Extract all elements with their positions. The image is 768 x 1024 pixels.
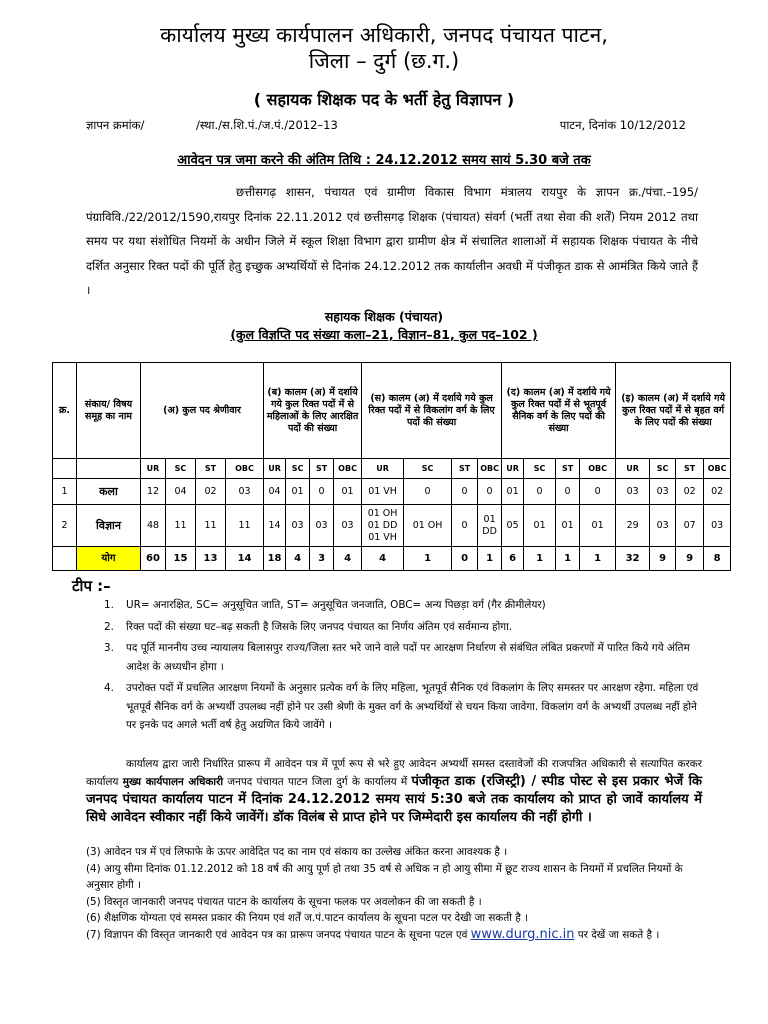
table-cell: 01 <box>502 479 524 505</box>
subheader-cell: ST <box>310 459 334 479</box>
table-cell: 01 <box>286 479 310 505</box>
table-cell: 60 <box>141 547 166 571</box>
header-col-d: (द) कालम (अ) में दर्शाये गये कुल रिक्त पदों में से भूतपूर्व सैनिक वर्ग के लिए पदों की संख्या <box>502 363 616 459</box>
table-cell: 1 <box>580 547 616 571</box>
subheader-cell: SC <box>524 459 556 479</box>
intro-text: छत्तीसगढ़ शासन, पंचायत एवं ग्रामीण विकास विभाग मंत्रालय रायपुर के ज्ञापन क्र./पंचा.–195/पंग्राविवि./22/2012/1590,रायपुर दिनांक 22.11.2012 एवं छत्तीसगढ़ शिक्षक (पंचायत) संवर्ग (भर्ती तथा सेवा की शर्तें) नियम 2012 तथा समय पर यथा संशोधित नियमों के अधीन जिले में स्कूल शिक्षा विभाग द्वारा ग्रामीण क्षेत्र में संचालित शालाओं में सहायक शिक्षक पंचायत के नीचे दर्शित अनुसार रिक्त पदों की पूर्ति हेतु इच्छुक अभ्यर्थियों से दिनांक 24.12.2012 तक कार्यालीन अवधी में पंजीकृत डाक से आमंत्रित किये जाते हैं । <box>86 185 698 297</box>
table-cell: 04 <box>264 479 286 505</box>
ref-number-code: /स्था./स.शि.पं./ज.पं./2012–13 <box>196 118 338 132</box>
additional-notes <box>86 844 702 943</box>
subheader-cell: ST <box>556 459 580 479</box>
table-cell: 0 <box>452 479 478 505</box>
table-cell: 01 OH <box>404 505 452 547</box>
table-cell: 1 <box>478 547 502 571</box>
subheader-cell: UR <box>616 459 650 479</box>
header-col-b: (ब) कालम (अ) में दर्शाये गये कुल रिक्त पदों में से महिलाओं के लिए आरक्षित पदों की संख्या <box>264 363 362 459</box>
table-cell: 03 <box>650 505 676 547</box>
table-cell: 29 <box>616 505 650 547</box>
row-sno: 2 <box>53 505 77 547</box>
table-cell: 0 <box>310 479 334 505</box>
table-cell: 0 <box>452 547 478 571</box>
table-cell: 8 <box>704 547 731 571</box>
table-cell: 02 <box>676 479 704 505</box>
website-link[interactable]: www.durg.nic.in <box>470 926 575 942</box>
total-label: योग <box>77 547 141 571</box>
subheader-cell: ST <box>196 459 226 479</box>
submission-instructions: पंजीकृत डाक (रजिस्ट्री) / स्पीड पोस्ट से इस प्रकार भेजें कि जनपद पंचायत कार्यालय पाटन में दिनांक 24.12.2012 समय सायं 5:30 बजे तक कार्यालय को प्राप्त हो जावें कार्यालय में सिधे आवेदन स्वीकार नहीं किये जावेंगें। डॉक विलंब से प्राप्त होने पर जिम्मेदारी इस कार्यालय की नहीं होगी । <box>86 774 702 825</box>
note-text: रिक्त पदों की संख्या घट–बढ़ सकती है जिसके लिए जनपद पंचायत का निर्णय अंतिम एवं सर्वमान्य होगा. <box>126 620 513 633</box>
subheader-cell: ST <box>452 459 478 479</box>
table-cell: 15 <box>166 547 196 571</box>
table-cell: 01 OH 01 DD 01 VH <box>362 505 404 547</box>
subheader-cell: OBC <box>580 459 616 479</box>
ref-number-label: ज्ञापन क्रमांक/ <box>86 118 145 132</box>
note-text: पद पूर्ति माननीय उच्च न्यायालय बिलासपुर राज्य/जिला स्तर भरे जाने वाले पदों पर आरक्षण निर्धारण से संबंधित लंबित प्रकरणों में पारित किये गये अंतिम आदेश के अध्यधीन होगा । <box>126 642 690 673</box>
row-sno: 1 <box>53 479 77 505</box>
header-subject: संकाय/ विषय समूह का नाम <box>77 363 141 459</box>
table-cell: 32 <box>616 547 650 571</box>
subheader-cell: SC <box>166 459 196 479</box>
table-cell: 01 VH <box>362 479 404 505</box>
submission-officer: मुख्य कार्यपालन अधिकारी <box>122 776 224 788</box>
subheader-cell: ST <box>676 459 704 479</box>
table-title: सहायक शिक्षक (पंचायत) <box>324 309 444 324</box>
subheader-cell: OBC <box>226 459 264 479</box>
subheader-cell: OBC <box>478 459 502 479</box>
table-cell: 48 <box>141 505 166 547</box>
subheader-cell: SC <box>286 459 310 479</box>
table-cell: 14 <box>226 547 264 571</box>
table-cell: 01 <box>580 505 616 547</box>
table-cell: 11 <box>166 505 196 547</box>
table-cell: 4 <box>362 547 404 571</box>
table-cell: 07 <box>676 505 704 547</box>
table-cell: 04 <box>166 479 196 505</box>
additional-note-item: (6) शैक्षणिक योग्यता एवं समस्त प्रकार की नियम एवं शर्तें ज.पं.पाटन कार्यालय के सूचना पटल पर देखी जा सकती है । <box>86 912 529 924</box>
table-cell: 3 <box>310 547 334 571</box>
table-cell: 12 <box>141 479 166 505</box>
subheader-empty <box>53 459 77 479</box>
total-empty <box>53 547 77 571</box>
table-cell: 01 <box>524 505 556 547</box>
note-number: 2. <box>104 620 114 633</box>
table-cell: 0 <box>580 479 616 505</box>
subheader-cell: OBC <box>704 459 731 479</box>
note-item <box>104 596 706 615</box>
subheader-row <box>53 459 731 479</box>
subheader-cell: UR <box>264 459 286 479</box>
table-cell: 0 <box>452 505 478 547</box>
row-subject: कला <box>77 479 141 505</box>
notes-list <box>104 596 706 738</box>
note-number: 4. <box>104 682 114 694</box>
table-cell: 9 <box>650 547 676 571</box>
additional-note-item: (5) विस्तृत जानकारी जनपद पंचायत पाटन के कार्यालय के सूचना फलक पर अवलोकन की जा सकती है । <box>86 895 482 908</box>
table-cell: 02 <box>704 479 731 505</box>
table-cell: 01 DD <box>478 505 502 547</box>
table-cell: 4 <box>334 547 362 571</box>
table-cell: 11 <box>226 505 264 547</box>
table-cell: 0 <box>478 479 502 505</box>
table-cell: 14 <box>264 505 286 547</box>
table-cell: 9 <box>676 547 704 571</box>
submission-paragraph <box>86 756 702 827</box>
table-cell: 13 <box>196 547 226 571</box>
table-cell: 1 <box>556 547 580 571</box>
table-cell: 05 <box>502 505 524 547</box>
table-cell: 1 <box>524 547 556 571</box>
table-row <box>53 479 731 505</box>
table-cell: 02 <box>196 479 226 505</box>
submission-text-2: जनपद पंचायत पाटन जिला दुर्ग के कार्यालय में <box>227 776 408 788</box>
subheader-cell: OBC <box>334 459 362 479</box>
note-number: 1. <box>104 599 114 611</box>
office-heading-line2: जिला – दुर्ग (छ.ग.) <box>308 49 460 73</box>
table-cell: 0 <box>404 479 452 505</box>
header-col-e: (इ) कालम (अ) में दर्शाये गये कुल रिक्त पदों में से बृहत वर्ग के लिए पदों की संख्या <box>616 363 731 459</box>
table-cell: 03 <box>310 505 334 547</box>
note-item <box>104 679 706 735</box>
note-number: 3. <box>104 642 114 654</box>
office-heading <box>80 22 688 74</box>
total-row <box>53 547 731 571</box>
ref-date: पाटन, दिनांक 10/12/2012 <box>559 118 686 132</box>
intro-paragraph <box>86 180 698 303</box>
table-subtitle: (कुल विज्ञप्ति पद संख्या कला–21, विज्ञान–81, कुल पद–102 ) <box>230 327 538 342</box>
office-heading-line1: कार्यालय मुख्य कार्यपालन अधिकारी, जनपद पंचायत पाटन, <box>160 23 608 47</box>
additional-note-item: (3) आवेदन पत्र में एवं लिफाफे के ऊपर आवेदित पद का नाम एवं संकाय का उल्लेख अंकित करना आवश्यक है । <box>86 846 508 858</box>
note-text: उपरोक्त पदों में प्रचलित आरक्षण नियमों के अनुसार प्रत्येक वर्ग के लिए महिला, भूतपूर्व सैनिक एवं विकलांग के लिए समस्तर पर आरक्षण रहेगा. महिला एवं भूतपूर्व सैनिक वर्ग के अभ्यर्थी उपलब्ध नहीं होने पर उसी श्रेणी के मुक्त वर्ग के अभ्यर्थियों से चयन किया जावेगा. विकलांग वर्ग के अभ्यर्थी उपलब्ध नहीं होने पर इनके पद अगले भर्ती वर्ष हेतु अग्रणित किये जावेंगे । <box>126 682 699 731</box>
last-note-text-end: पर देखें जा सकते है । <box>577 928 660 941</box>
last-note-text: (7) विज्ञापन की विस्तृत जानकारी एवं आवेदन पत्र का प्रारूप जनपद पंचायत पाटन के सूचना पटल एवं <box>86 928 468 941</box>
submission-text-1: कार्यालय द्वारा जारी निर्धारित प्रारूप में आवेदन पत्र में पूर्ण रूप से भरे हुए आवेदन अभ्यर्थी समस्त दस्तावेजों की राजपत्रित अधिकारी से सत्यापित करकर कार्यालय <box>86 758 702 788</box>
header-sno: क्र. <box>53 363 77 459</box>
header-col-a: (अ) कुल पद श्रेणीवार <box>141 363 264 459</box>
subheader-cell: UR <box>141 459 166 479</box>
table-cell: 18 <box>264 547 286 571</box>
table-cell: 0 <box>524 479 556 505</box>
note-text: UR= अनारक्षित, SC= अनुसूचित जाति, ST= अनुसूचित जनजाति, OBC= अन्य पिछड़ा वर्ग (गैर क्रीमीलेयर) <box>126 599 546 611</box>
header-col-c: (स) कालम (अ) में दर्शाये गये कुल रिक्त पदों में से विकलांग वर्ग के लिए पदों की संख्या <box>362 363 502 459</box>
table-row <box>53 505 731 547</box>
table-cell: 01 <box>334 479 362 505</box>
table-cell: 11 <box>196 505 226 547</box>
subheader-cell: UR <box>362 459 404 479</box>
reference-line <box>86 118 686 133</box>
table-cell: 01 <box>556 505 580 547</box>
row-subject: विज्ञान <box>77 505 141 547</box>
table-cell: 03 <box>286 505 310 547</box>
advertisement-subtitle: ( सहायक शिक्षक पद के भर्ती हेतु विज्ञापन ) <box>253 90 515 109</box>
application-deadline: आवेदन पत्र जमा करने की अंतिम तिथि : 24.12.2012 समय सायं 5.30 बजे तक <box>177 153 591 168</box>
additional-note-item-last <box>86 927 702 944</box>
additional-note-item: (4) आयु सीमा दिनांक 01.12.2012 को 18 वर्ष की आयु पूर्ण हो तथा 35 वर्ष से अधिक न हो आयु सीमा में छूट राज्य शासन के नियमों में प्रचलित नियमों के अनुसार होगी । <box>86 862 683 891</box>
subheader-empty <box>77 459 141 479</box>
table-cell: 4 <box>286 547 310 571</box>
table-cell: 6 <box>502 547 524 571</box>
table-cell: 03 <box>616 479 650 505</box>
note-heading: टीप :– <box>72 577 111 595</box>
table-cell: 03 <box>704 505 731 547</box>
subheader-cell: SC <box>650 459 676 479</box>
note-item <box>104 618 706 637</box>
table-cell: 1 <box>404 547 452 571</box>
table-cell: 0 <box>556 479 580 505</box>
vacancy-table <box>52 362 731 571</box>
table-cell: 03 <box>334 505 362 547</box>
subheader-cell: SC <box>404 459 452 479</box>
subheader-cell: UR <box>502 459 524 479</box>
table-cell: 03 <box>650 479 676 505</box>
table-cell: 03 <box>226 479 264 505</box>
note-item <box>104 639 706 676</box>
